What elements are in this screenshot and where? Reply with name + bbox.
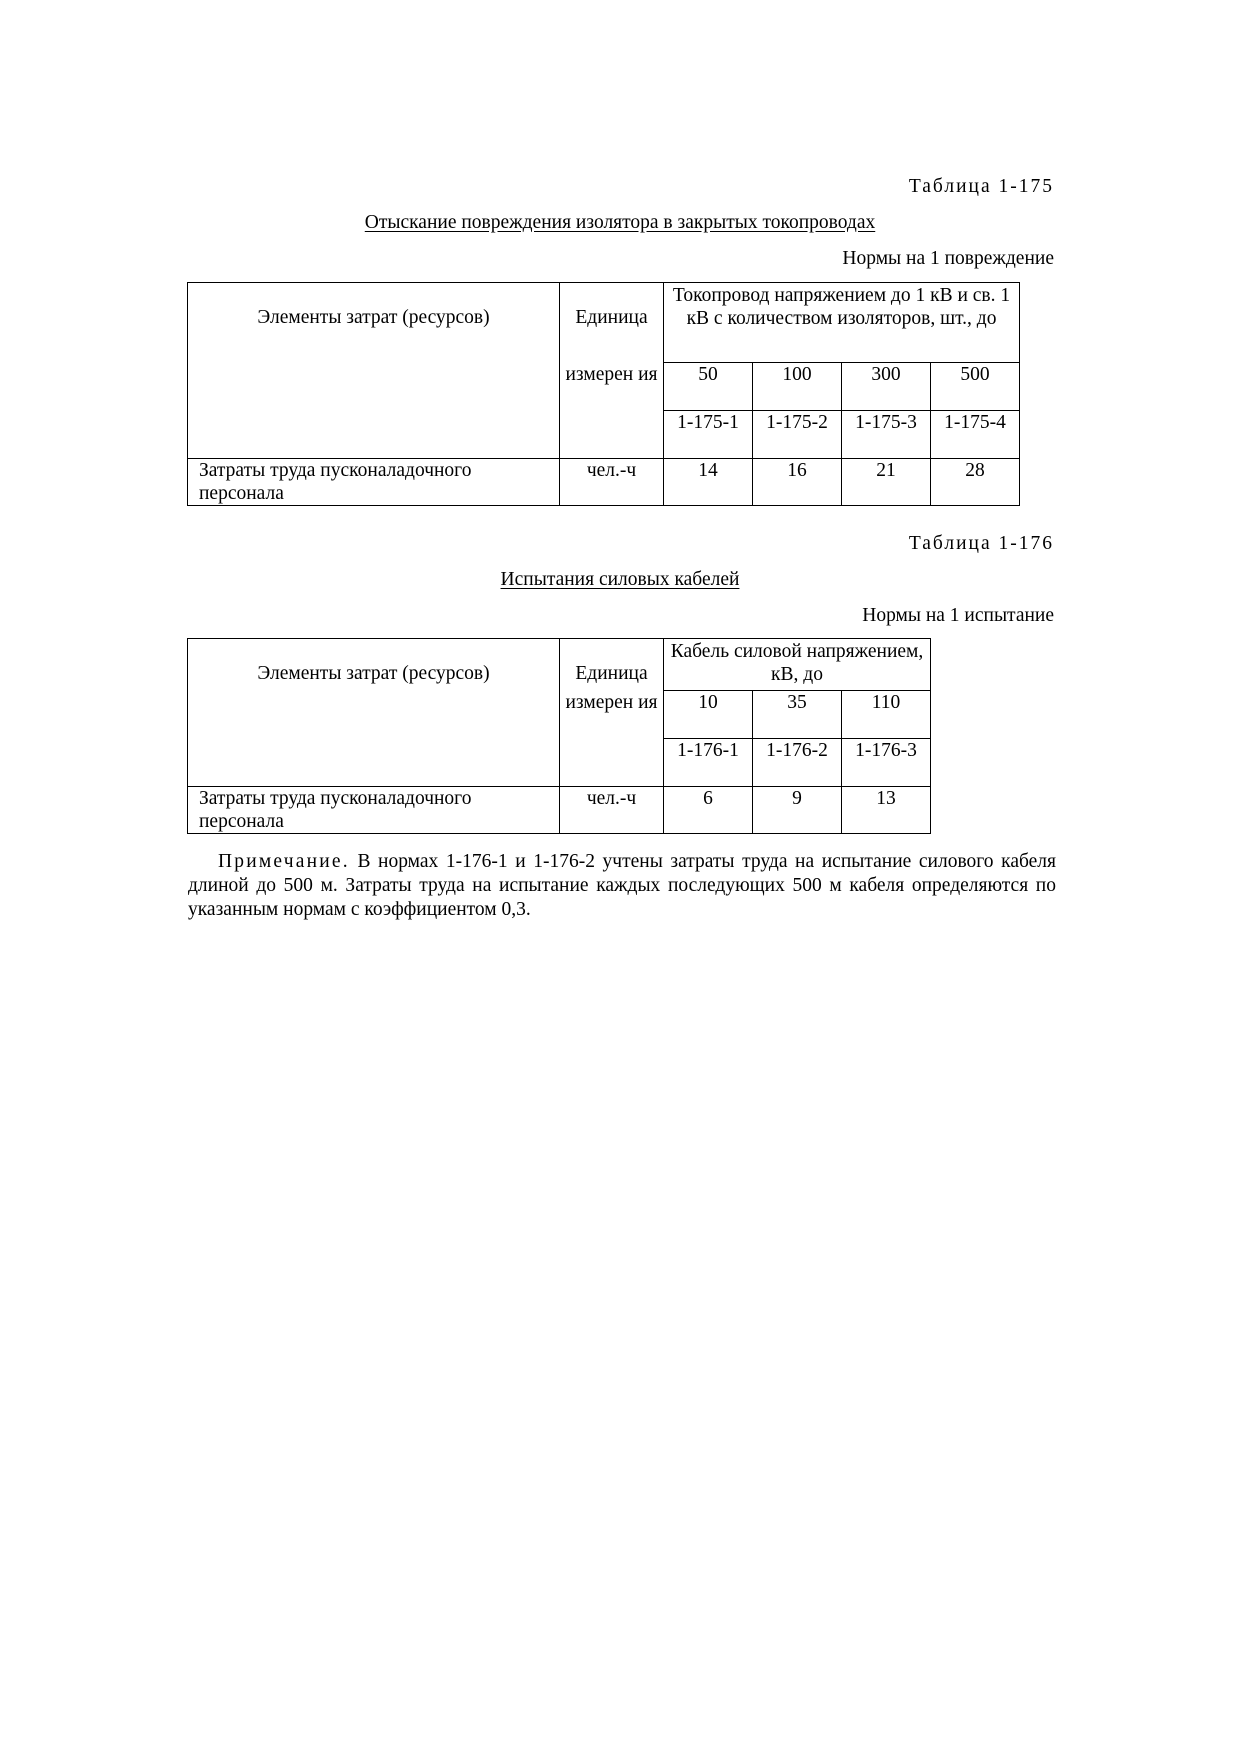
norms-table-1-176 <box>187 638 931 834</box>
column-code: 1-175-2 <box>753 411 842 459</box>
row-value: 21 <box>842 459 931 506</box>
column-value: 35 <box>753 691 842 739</box>
row-value: 14 <box>664 459 753 506</box>
row-value: 9 <box>753 787 842 834</box>
header-unit-top: Единица <box>560 283 664 363</box>
table-title: Отыскание повреждения изолятора в закрытых токопроводах <box>364 212 876 233</box>
column-value: 50 <box>664 363 753 411</box>
note-lead: Примечание. <box>218 851 350 872</box>
row-label: Затраты труда пусконаладочного персонала <box>188 459 560 506</box>
header-unit-bottom: измерен ия <box>560 691 664 739</box>
note-text: В нормах 1-176-1 и 1-176-2 учтены затраты труда на испытание силового кабеля длиной до 500 м. Затраты труда на испытание каждых последующих 500 м кабеля определяются по указанным нормам с коэффициентом 0,3. <box>188 851 1056 920</box>
table-title: Испытания силовых кабелей <box>500 569 740 590</box>
column-code: 1-176-2 <box>753 739 842 787</box>
table-number: Таблица 1-176 <box>908 533 1054 554</box>
header-elements: Элементы затрат (ресурсов) <box>188 639 560 787</box>
column-code: 1-175-3 <box>842 411 931 459</box>
column-code: 1-175-4 <box>931 411 1020 459</box>
column-code: 1-175-1 <box>664 411 753 459</box>
note-paragraph <box>188 850 1056 922</box>
header-group: Кабель силовой напряжением, кВ, до <box>664 639 931 691</box>
row-unit: чел.-ч <box>560 787 664 834</box>
column-code: 1-176-1 <box>664 739 753 787</box>
header-unit-top: Единица <box>560 639 664 691</box>
column-value: 500 <box>931 363 1020 411</box>
row-unit: чел.-ч <box>560 459 664 506</box>
column-code: 1-176-3 <box>842 739 931 787</box>
norm-unit: Нормы на 1 испытание <box>862 605 1054 626</box>
row-value: 13 <box>842 787 931 834</box>
table-row <box>188 787 931 834</box>
row-value: 28 <box>931 459 1020 506</box>
column-value: 110 <box>842 691 931 739</box>
row-value: 6 <box>664 787 753 834</box>
column-value: 100 <box>753 363 842 411</box>
row-label: Затраты труда пусконаладочного персонала <box>188 787 560 834</box>
norm-unit: Нормы на 1 повреждение <box>842 248 1054 269</box>
norms-table-1-175 <box>187 282 1020 506</box>
header-unit-empty <box>560 739 664 787</box>
column-value: 300 <box>842 363 931 411</box>
row-value: 16 <box>753 459 842 506</box>
table-row <box>188 459 1020 506</box>
header-unit-bottom: измерен ия <box>560 363 664 411</box>
header-unit-empty <box>560 411 664 459</box>
header-elements: Элементы затрат (ресурсов) <box>188 283 560 459</box>
column-value: 10 <box>664 691 753 739</box>
table-number: Таблица 1-175 <box>908 176 1054 197</box>
header-group: Токопровод напряжением до 1 кВ и св. 1 кВ с количеством изоляторов, шт., до <box>664 283 1020 363</box>
